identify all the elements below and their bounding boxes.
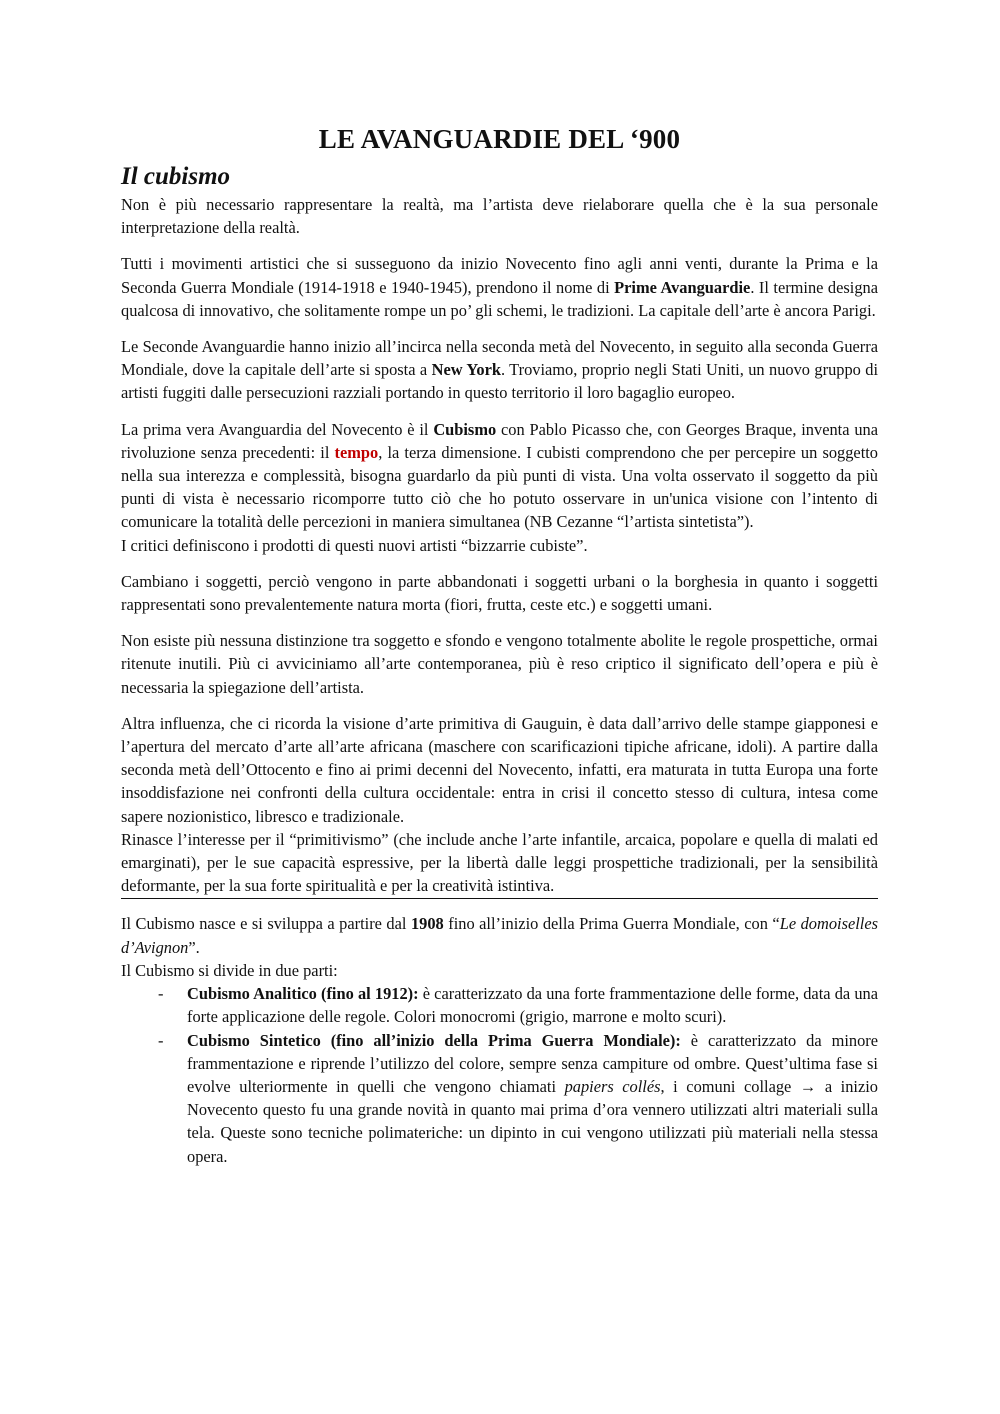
text-run: La prima vera Avanguardia del Novecento è il: [121, 419, 434, 439]
cubismo-phases-list: [121, 982, 878, 1168]
italic-title: Le domoiselles d’Avignon: [121, 914, 879, 957]
section-heading: Il cubismo: [121, 163, 231, 190]
paragraph-soggetti: Cambiano i soggetti, perciò vengono in parte abbandonati i soggetti urbani o la borghesia in quanto i soggetti rappresentati sono prevalentemente natura morta (fiori, frutta, ceste etc.) e soggetti umani.: [121, 571, 878, 615]
paragraph-intro: Non è più necessario rappresentare la realtà, ma l’artista deve rielaborare quella che è la sua personale interpretazione della realtà.: [121, 195, 878, 238]
text-run: I critici definiscono i prodotti di questi nuovi artisti “bizzarrie cubiste”.: [121, 535, 588, 555]
document-page: [121, 122, 878, 1168]
text-run: Altra influenza, che ci ricorda la visione d’arte primitiva di Gauguin, è data dall’arrivo delle stampe giapponesi e l’apertura del mercato d’arte all’arte africana (maschere con scarificazioni tipiche africane, idoli). A partire dalla seconda metà dell’Ottocento e fino ai primi decenni del Novecento, infatti, era maturata in tutta Europa una forte insoddisfazione nei confronti della cultura occidentale: entra in crisi il concetto stesso di cultura, intesa come sapere nozionistico, libresco e tradizionale.: [121, 713, 878, 826]
text-run: , la terza dimensione. I cubisti comprendono che per percepire un soggetto nella sua interezza e complessità, bisogna guardarlo da più punti di vista. Una volta osservato il soggetto da più punti di vista è necessario ricomporre tutto ciò che ho potuto osservare in un'unica visione con l’intento di comunicare la totalità delle percezioni in maniera simultanea (NB Cezanne “l’artista sintetista”).: [121, 442, 879, 532]
text-run: è caratterizzato da una forte frammentazione delle forme, data da una forte applicazione delle regole. Colori monocromi (grigio, marrone e molto scuri).: [187, 984, 878, 1027]
text-run: Rinasce l’interesse per il “primitivismo” (che include anche l’arte infantile, arcaica, popolare e quella di malati ed emarginati), per le sue capacità espressive, per la libertà dalle leggi prospettiche tradizionali, per la sensibilità deformante, per la sua forte spiritualità e per la creatività istintiva.: [121, 829, 878, 896]
text-run: fino all’inizio della Prima Guerra Mondiale, con “: [443, 914, 780, 934]
highlight-term: tempo: [334, 442, 379, 462]
bold-term: Cubismo: [433, 419, 497, 439]
text-run: è caratterizzato da minore frammentazione e riprende l’utilizzo del colore, sempre senza campiture od ombre. Quest’ultima fase si evolve ulteriormente in quelli che vengono chiamati: [187, 1030, 878, 1096]
text-run: . Il termine designa qualcosa di innovativo, che solitamente rompe un po’ gli schemi, le tradizioni. La capitale dell’arte è ancora Parigi.: [121, 277, 878, 320]
paragraph-seconde-avanguardie: [121, 335, 878, 405]
bold-term: Cubismo Analitico (fino al 1912):: [187, 984, 419, 1004]
arrow-icon: →: [799, 1076, 817, 1096]
text-run: Tutti i movimenti artistici che si susseguono da inizio Novecento fino agli anni venti, durante la Prima e la Seconda Guerra Mondiale (1914-1918 e 1940-1945), prendono il nome di: [121, 254, 878, 297]
list-item: [121, 982, 878, 1028]
paragraph-prime-avanguardie: [121, 252, 878, 322]
paragraph-cubismo: [121, 418, 878, 557]
bold-term: Prime Avanguardie: [614, 277, 751, 297]
bold-term: 1908: [410, 914, 444, 934]
text-run: a inizio Novecento questo fu una grande novità in quanto mai prima d’ora vennero utilizzati altri materiali sulla tela. Queste sono tecniche polimateriche: un dipinto in cui vengono utilizzati più materiali nella stessa opera.: [187, 1076, 878, 1166]
text-run: con Pablo Picasso che, con Georges Braque, inventa una rivoluzione senza precedenti: il: [121, 419, 878, 462]
text-run: . Troviamo, proprio negli Stati Uniti, un nuovo gruppo di artisti fuggiti dalle persecuzioni razziali portando in questo territorio il loro bagaglio europeo.: [121, 360, 879, 403]
text-run: ”.: [188, 937, 200, 957]
page-title: LE AVANGUARDIE DEL ‘900: [318, 124, 681, 154]
text-run: Il Cubismo nasce e si sviluppa a partire dal: [121, 914, 411, 934]
text-run: , i comuni collage: [660, 1076, 800, 1096]
paragraph-primitivismo: [121, 712, 878, 900]
bold-term: New York: [431, 360, 501, 380]
text-run: Le Seconde Avanguardie hanno inizio all’incirca nella seconda metà del Novecento, in seguito alla seconda Guerra Mondiale, dove la capitale dell’arte si sposta a: [121, 337, 878, 380]
bold-term: Cubismo Sintetico (fino all’inizio della Prima Guerra Mondiale):: [187, 1030, 681, 1050]
list-item: [121, 1029, 878, 1168]
dash-bullet: -: [158, 1030, 164, 1050]
paragraph-prospettiva: Non esiste più nessuna distinzione tra soggetto e sfondo e vengono totalmente abolite le regole prospettiche, ormai ritenute inutili. Più ci avviciniamo all’arte contemporanea, più è reso criptico il significato dell’opera e più è necessaria la spiegazione dell’artista.: [121, 631, 878, 697]
text-run: Il Cubismo si divide in due parti:: [121, 960, 338, 980]
dash-bullet: -: [158, 984, 164, 1004]
paragraph-origine: [121, 912, 878, 982]
italic-term: papiers collés: [564, 1076, 661, 1096]
